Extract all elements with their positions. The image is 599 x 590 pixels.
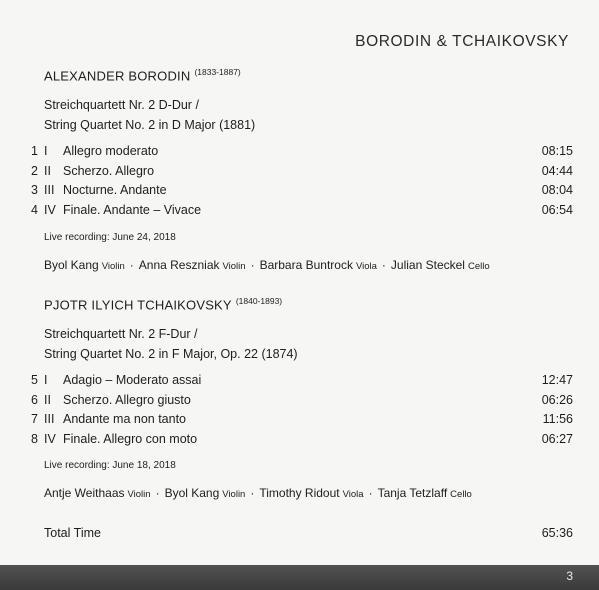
track-title: Scherzo. Allegro giusto — [63, 392, 191, 407]
work-title-english: String Quartet No. 2 in F Major, Op. 22 (1874) — [44, 346, 298, 361]
track-title: Andante ma non tanto — [63, 412, 187, 426]
track-row — [28, 412, 573, 432]
recording-date: Live recording: June 24, 2018 — [44, 232, 176, 243]
work-title-tchaikovsky — [44, 325, 298, 364]
track-row — [28, 203, 573, 223]
album-title: BORODIN & TCHAIKOVSKY — [355, 33, 569, 50]
movement-numeral: IV — [44, 431, 56, 446]
work-title-english: String Quartet No. 2 in D Major (1881) — [44, 117, 256, 132]
track-duration: 06:54 — [541, 202, 573, 217]
separator: · — [129, 258, 134, 272]
performer-name: Barbara Buntrock — [259, 258, 353, 272]
track-duration: 12:47 — [541, 373, 573, 387]
track-title: Finale. Allegro con moto — [63, 431, 198, 446]
movement-numeral: II — [44, 163, 51, 178]
movement-numeral: II — [44, 392, 51, 407]
track-row — [28, 164, 573, 184]
composer-name: ALEXANDER BORODIN — [44, 68, 191, 84]
track-title: Scherzo. Allegro — [63, 163, 155, 178]
track-number: 7 — [31, 412, 38, 426]
performer-instrument: Cello — [467, 261, 490, 272]
track-duration: 06:26 — [541, 392, 573, 407]
track-title: Finale. Andante – Vivace — [63, 202, 202, 217]
separator: · — [155, 486, 160, 500]
track-row — [28, 432, 573, 452]
performer-name: Julian Steckel — [390, 258, 465, 272]
performer-instrument: Viola — [342, 489, 364, 500]
performers-tchaikovsky — [44, 486, 472, 500]
movement-numeral: III — [44, 183, 55, 197]
track-duration: 11:56 — [542, 412, 573, 426]
separator: · — [381, 258, 386, 272]
movement-numeral: III — [44, 412, 55, 426]
separator: · — [250, 258, 255, 272]
performers-borodin — [44, 258, 490, 272]
page-number: 3 — [566, 569, 573, 583]
track-number: 1 — [31, 144, 38, 158]
track-row — [28, 183, 573, 203]
performer-instrument: Violin — [101, 261, 125, 272]
track-duration: 04:44 — [541, 163, 573, 178]
track-duration: 06:27 — [541, 431, 573, 446]
performer-instrument: Violin — [222, 261, 246, 272]
track-duration: 08:04 — [541, 183, 573, 197]
performer-instrument: Cello — [450, 489, 472, 500]
performer-name: Byol Kang — [44, 258, 99, 272]
movement-numeral: IV — [44, 202, 56, 217]
composer-name: PJOTR ILYICH TCHAIKOVSKY — [44, 297, 232, 313]
total-time-row — [44, 526, 573, 540]
performer-name: Timothy Ridout — [259, 486, 340, 500]
performer-name: Tanja Tetzlaff — [377, 486, 448, 500]
separator: · — [250, 486, 255, 500]
separator: · — [368, 486, 373, 500]
track-row — [28, 373, 573, 393]
total-time-value: 65:36 — [541, 526, 573, 540]
total-time-label: Total Time — [44, 526, 101, 540]
performer-instrument: Viola — [355, 261, 377, 272]
composer-dates: (1840-1893) — [235, 296, 283, 306]
track-number: 2 — [31, 163, 38, 178]
recording-date: Live recording: June 18, 2018 — [44, 460, 176, 471]
track-title: Adagio – Moderato assai — [63, 373, 202, 387]
movement-numeral: I — [44, 144, 48, 158]
work-title-german: Streichquartett Nr. 2 F-Dur / — [44, 327, 198, 341]
track-number: 4 — [31, 202, 38, 217]
performer-instrument: Violin — [127, 489, 151, 500]
track-number: 8 — [31, 431, 38, 446]
composer-heading-tchaikovsky — [44, 296, 282, 312]
movement-numeral: I — [44, 373, 48, 387]
performer-name: Byol Kang — [164, 486, 220, 500]
track-title: Nocturne. Andante — [63, 183, 167, 197]
track-number: 6 — [31, 392, 38, 407]
composer-heading-borodin — [44, 67, 241, 83]
composer-dates: (1833-1887) — [194, 67, 241, 77]
track-number: 5 — [31, 373, 38, 387]
work-title-german: Streichquartett Nr. 2 D-Dur / — [44, 98, 199, 112]
performer-name: Anna Reszniak — [138, 258, 220, 272]
performer-instrument: Violin — [222, 489, 246, 500]
footer-bar — [0, 565, 599, 590]
track-number: 3 — [31, 183, 38, 197]
track-row — [28, 144, 573, 164]
track-duration: 08:15 — [541, 144, 573, 158]
track-row — [28, 393, 573, 413]
track-title: Allegro moderato — [63, 144, 159, 158]
work-title-borodin — [44, 96, 255, 135]
performer-name: Antje Weithaas — [44, 486, 125, 500]
